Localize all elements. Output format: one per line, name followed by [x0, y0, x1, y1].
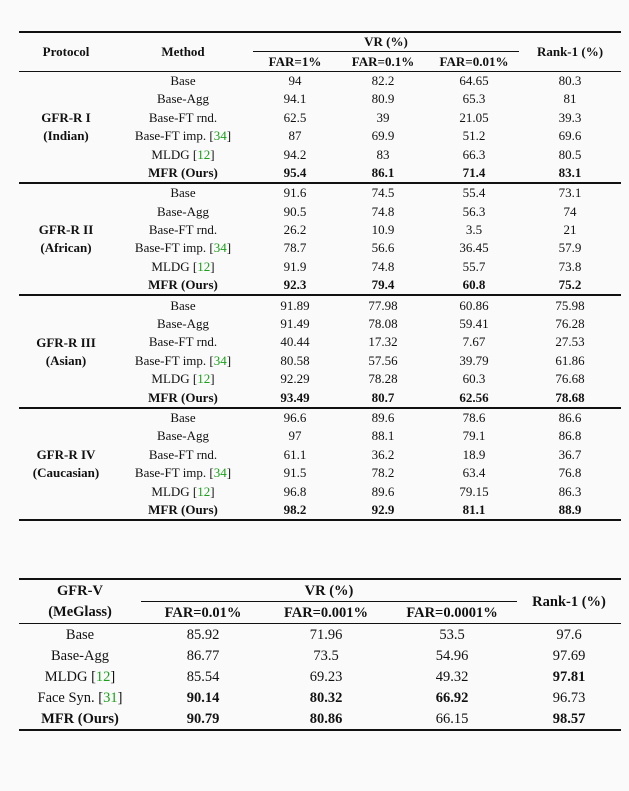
value-cell: 91.89 [280, 297, 310, 313]
value-cell: 96.6 [283, 410, 307, 425]
method-cell [19, 666, 141, 687]
value-cell: 62.56 [459, 389, 489, 405]
citation-link[interactable]: 12 [197, 483, 211, 499]
method-name: MFR (Ours) [148, 277, 218, 293]
value-cell: 89.6 [371, 483, 395, 499]
value-cell: 61.1 [283, 446, 307, 462]
far-0.1-header: FAR=0.1% [351, 53, 415, 69]
method-cell [113, 90, 253, 108]
value-cell: 81.1 [462, 501, 486, 517]
value-cell: 55.7 [462, 258, 486, 274]
method-name: MLDG [ [151, 371, 198, 387]
citation-bracket: ] [226, 352, 232, 368]
value-cell: 80.7 [371, 389, 395, 405]
rank1-header: Rank-1 (%) [532, 593, 606, 610]
value-cell: 55.4 [462, 185, 486, 201]
value-cell: 17.32 [368, 334, 398, 350]
value-cell: 78.08 [368, 316, 398, 332]
method-cell [19, 624, 141, 646]
method-cell [19, 708, 141, 730]
citation-link[interactable]: 34 [213, 465, 227, 481]
method-name: Base-Agg [157, 316, 209, 332]
method-cell [113, 295, 253, 314]
value-cell: 66.92 [435, 689, 469, 706]
value-cell: 80.5 [558, 146, 582, 162]
citation-link[interactable]: 34 [213, 240, 227, 256]
method-cell [113, 258, 253, 276]
method-cell [113, 109, 253, 127]
meglass-header: (MeGlass) [48, 604, 112, 621]
value-cell: 75.98 [555, 297, 585, 313]
value-cell: 74.8 [371, 258, 395, 274]
method-name: MLDG [ [44, 668, 96, 685]
value-cell: 78.2 [371, 465, 395, 481]
method-cell [113, 464, 253, 482]
value-cell: 61.86 [555, 352, 585, 368]
value-cell: 39.79 [459, 352, 489, 368]
value-cell: 86.3 [558, 483, 582, 499]
value-cell: 73.5 [313, 647, 339, 664]
method-name: Base [170, 72, 196, 88]
value-cell: 76.28 [555, 316, 585, 332]
value-cell: 76.68 [555, 371, 585, 387]
value-cell: 60.86 [459, 297, 489, 313]
value-cell: 74.8 [371, 203, 395, 219]
value-cell: 27.53 [555, 334, 585, 350]
value-cell: 98.57 [552, 710, 586, 727]
value-cell: 86.6 [558, 410, 582, 425]
method-cell [113, 446, 253, 464]
protocol-subgroup: (Indian) [43, 127, 89, 143]
table-row [19, 408, 621, 427]
method-name: MLDG [ [151, 258, 198, 274]
citation-bracket: ] [226, 240, 232, 256]
value-cell: 3.5 [465, 222, 483, 238]
rank1-header: Rank-1 (%) [536, 43, 604, 59]
value-cell: 95.4 [283, 164, 307, 180]
method-cell [113, 145, 253, 163]
protocol-cell [19, 408, 113, 520]
value-cell: 92.3 [283, 277, 307, 293]
value-cell: 86.1 [371, 164, 395, 180]
value-cell: 66.15 [435, 710, 469, 727]
method-name: Face Syn. [ [37, 689, 104, 706]
value-cell: 57.9 [558, 240, 582, 256]
value-cell: 81 [563, 91, 577, 107]
method-cell [113, 408, 253, 427]
value-cell: 74.5 [371, 185, 395, 201]
method-cell [19, 687, 141, 708]
value-cell: 69.23 [309, 668, 343, 685]
table-row [19, 183, 621, 202]
method-name: Base-FT imp. [ [134, 128, 214, 144]
value-cell: 97.81 [552, 668, 586, 685]
table-row [19, 71, 621, 90]
value-cell: 90.79 [186, 710, 220, 727]
value-cell: 76.8 [558, 465, 582, 481]
method-name: Base [170, 297, 196, 313]
value-cell: 56.6 [371, 240, 395, 256]
far-0.01-header: FAR=0.01% [164, 604, 242, 621]
method-name: Base-FT imp. [ [134, 352, 214, 368]
method-name: Base-Agg [51, 647, 109, 664]
table-row [19, 687, 621, 708]
citation-link[interactable]: 31 [103, 689, 118, 706]
method-name: Base-FT rnd. [148, 334, 218, 350]
method-name: Base-FT rnd. [148, 446, 218, 462]
value-cell: 64.65 [459, 72, 489, 88]
method-cell [113, 427, 253, 445]
method-name: Base [65, 626, 95, 643]
table-row [19, 645, 621, 666]
value-cell: 97.6 [556, 626, 582, 643]
method-cell [113, 276, 253, 295]
citation-link[interactable]: 12 [197, 146, 211, 162]
method-cell [113, 333, 253, 351]
value-cell: 88.9 [558, 501, 582, 517]
value-cell: 85.54 [186, 668, 220, 685]
value-cell: 21 [563, 222, 577, 238]
value-cell: 62.5 [283, 109, 307, 125]
value-cell: 78.6 [462, 410, 486, 425]
value-cell: 80.32 [309, 689, 343, 706]
value-cell: 90.14 [186, 689, 220, 706]
protocol-subgroup: (Asian) [45, 352, 87, 368]
citation-link[interactable]: 12 [197, 258, 211, 274]
method-name: Base-FT imp. [ [134, 240, 214, 256]
value-cell: 96.8 [283, 483, 307, 499]
value-cell: 18.9 [462, 446, 486, 462]
protocol-name: GFR-R II [38, 222, 94, 238]
table-row [19, 295, 621, 314]
method-name: MFR (Ours) [148, 389, 218, 405]
value-cell: 80.58 [280, 352, 310, 368]
value-cell: 98.2 [283, 501, 307, 517]
value-cell: 88.1 [371, 428, 395, 444]
value-cell: 36.45 [459, 240, 489, 256]
far-0.0001-header: FAR=0.0001% [406, 604, 498, 621]
value-cell: 71.96 [309, 626, 343, 643]
value-cell: 89.6 [371, 410, 395, 425]
value-cell: 78.28 [368, 371, 398, 387]
citation-bracket: ] [226, 465, 232, 481]
value-cell: 90.5 [283, 203, 307, 219]
value-cell: 78.68 [555, 389, 585, 405]
value-cell: 85.92 [186, 626, 220, 643]
protocol-name: GFR-R III [36, 334, 96, 350]
method-cell [113, 203, 253, 221]
value-cell: 36.2 [371, 446, 395, 462]
value-cell: 39 [376, 109, 390, 125]
value-cell: 59.41 [459, 316, 489, 332]
value-cell: 97.69 [552, 647, 586, 664]
method-cell [113, 239, 253, 257]
citation-link[interactable]: 12 [197, 371, 211, 387]
far-0.001-header: FAR=0.001% [283, 604, 369, 621]
method-name: Base [170, 410, 196, 425]
value-cell: 53.5 [439, 626, 465, 643]
far-1-header: FAR=1% [268, 53, 322, 69]
protocol-header: Protocol [42, 43, 90, 59]
value-cell: 83 [376, 146, 390, 162]
value-cell: 73.1 [558, 185, 582, 201]
table-row [19, 624, 621, 646]
method-name: Base-FT rnd. [148, 109, 218, 125]
value-cell: 91.9 [283, 258, 307, 274]
gfr-v-results-table [19, 578, 621, 731]
method-name: Base [170, 185, 196, 201]
value-cell: 49.32 [435, 668, 469, 685]
value-cell: 96.73 [552, 689, 586, 706]
method-header: Method [161, 43, 205, 59]
value-cell: 91.6 [283, 185, 307, 201]
value-cell: 79.1 [462, 428, 486, 444]
method-cell [113, 71, 253, 90]
value-cell: 21.05 [459, 109, 489, 125]
method-name: Base-Agg [157, 203, 209, 219]
vr-header: VR (%) [141, 579, 517, 602]
value-cell: 80.3 [558, 72, 582, 88]
citation-bracket: ] [210, 371, 215, 387]
protocol-subgroup: (Caucasian) [32, 464, 100, 480]
value-cell: 51.2 [462, 128, 486, 144]
value-cell: 75.2 [558, 277, 582, 293]
value-cell: 94.1 [283, 91, 307, 107]
method-cell [113, 482, 253, 500]
value-cell: 83.1 [558, 164, 582, 180]
method-cell [113, 164, 253, 183]
value-cell: 69.9 [371, 128, 395, 144]
protocol-cell [19, 183, 113, 295]
method-name: MFR (Ours) [148, 164, 218, 180]
value-cell: 97 [288, 428, 302, 444]
method-cell [113, 501, 253, 520]
citation-bracket: ] [117, 689, 123, 706]
method-name: Base-FT rnd. [148, 222, 218, 238]
method-name: Base-FT imp. [ [134, 465, 214, 481]
value-cell: 94.2 [283, 146, 307, 162]
value-cell: 82.2 [371, 72, 395, 88]
method-cell [113, 370, 253, 388]
citation-bracket: ] [210, 483, 215, 499]
vr-header: VR (%) [253, 32, 519, 52]
value-cell: 92.29 [280, 371, 310, 387]
value-cell: 54.96 [435, 647, 469, 664]
value-cell: 86.8 [558, 428, 582, 444]
protocol-name: GFR-R I [41, 109, 91, 125]
method-cell [113, 315, 253, 333]
citation-bracket: ] [110, 668, 116, 685]
protocol-cell [19, 295, 113, 407]
protocol-cell [19, 71, 113, 183]
method-cell [113, 127, 253, 145]
value-cell: 56.3 [462, 203, 486, 219]
value-cell: 69.6 [558, 128, 582, 144]
method-cell [19, 645, 141, 666]
value-cell: 87 [288, 128, 302, 144]
value-cell: 60.3 [462, 371, 486, 387]
method-cell [113, 183, 253, 202]
value-cell: 91.5 [283, 465, 307, 481]
value-cell: 63.4 [462, 465, 486, 481]
gfr-v-header: GFR-V [57, 582, 103, 599]
citation-bracket: ] [210, 146, 215, 162]
table-row [19, 708, 621, 730]
value-cell: 86.77 [186, 647, 220, 664]
value-cell: 73.8 [558, 258, 582, 274]
value-cell: 79.15 [459, 483, 489, 499]
method-name: MFR (Ours) [41, 710, 119, 727]
citation-link[interactable]: 12 [95, 668, 111, 685]
value-cell: 79.4 [371, 277, 395, 293]
far-0.01-header: FAR=0.01% [439, 53, 509, 69]
table-row [19, 666, 621, 687]
method-name: MFR (Ours) [148, 501, 218, 517]
value-cell: 94 [288, 72, 302, 88]
value-cell: 36.7 [558, 446, 582, 462]
method-cell [113, 388, 253, 407]
value-cell: 92.9 [371, 501, 395, 517]
value-cell: 80.9 [371, 91, 395, 107]
value-cell: 26.2 [283, 222, 307, 238]
method-name: Base-Agg [157, 428, 209, 444]
value-cell: 66.3 [462, 146, 486, 162]
value-cell: 10.9 [371, 222, 395, 238]
citation-bracket: ] [210, 258, 215, 274]
method-name: MLDG [ [151, 146, 198, 162]
value-cell: 77.98 [368, 297, 398, 313]
citation-link[interactable]: 34 [213, 128, 227, 144]
protocol-subgroup: (African) [40, 240, 92, 256]
method-name: Base-Agg [157, 91, 209, 107]
citation-link[interactable]: 34 [213, 352, 227, 368]
value-cell: 91.49 [280, 316, 310, 332]
value-cell: 7.67 [462, 334, 486, 350]
value-cell: 40.44 [280, 334, 310, 350]
value-cell: 65.3 [462, 91, 486, 107]
value-cell: 80.86 [309, 710, 343, 727]
protocol-name: GFR-R IV [36, 446, 96, 462]
value-cell: 60.8 [462, 277, 486, 293]
value-cell: 93.49 [280, 389, 310, 405]
value-cell: 74 [563, 203, 577, 219]
citation-bracket: ] [226, 128, 232, 144]
method-cell [113, 352, 253, 370]
value-cell: 57.56 [368, 352, 398, 368]
value-cell: 78.7 [283, 240, 307, 256]
gfr-r-results-table [19, 31, 621, 521]
method-name: MLDG [ [151, 483, 198, 499]
value-cell: 71.4 [462, 164, 486, 180]
value-cell: 39.3 [558, 109, 582, 125]
method-cell [113, 221, 253, 239]
